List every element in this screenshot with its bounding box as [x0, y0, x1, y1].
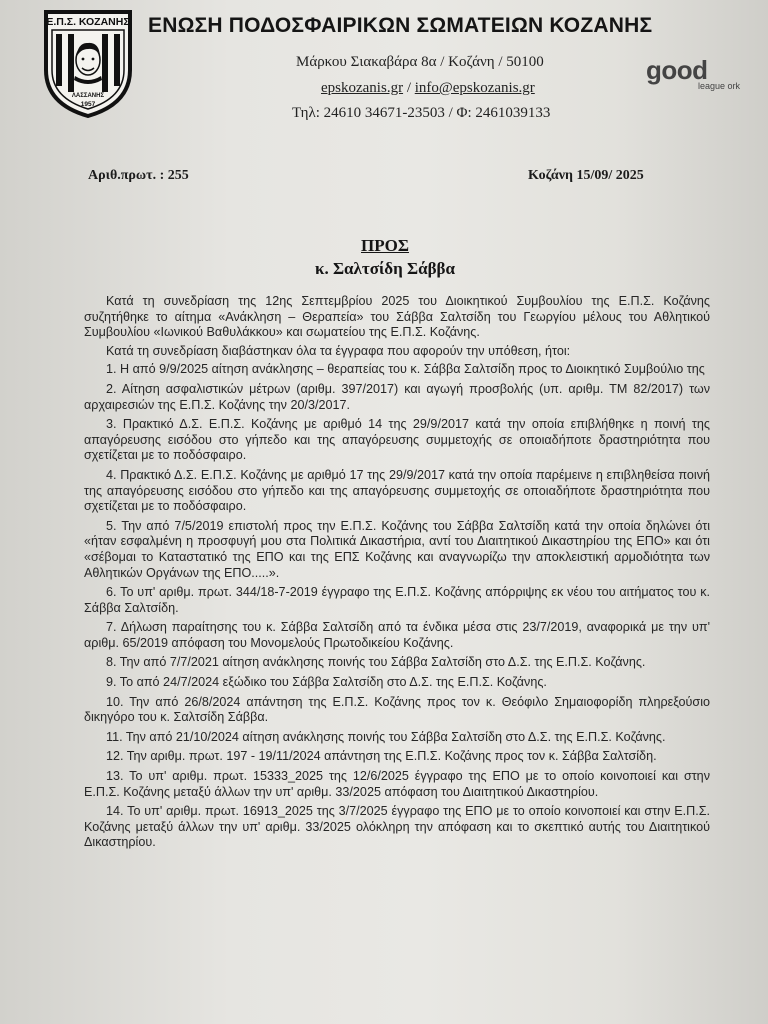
- list-item: 7. Δήλωση παραίτησης του κ. Σάββα Σαλτσίδη από τα ένδικα μέσα στις 23/7/2019, αναφορικά με την υπ' αριθμ. 65/2019 απόφαση του Μονομελούς Πρωτοδικείου Κοζάνης.: [84, 620, 710, 650]
- federation-title: ΕΝΩΣΗ ΠΟΔΟΣΦΑΙΡΙΚΩΝ ΣΩΜΑΤΕΙΩΝ ΚΟΖΑΝΗΣ: [148, 14, 653, 37]
- list-item: 2. Αίτηση ασφαλιστικών μέτρων (αριθμ. 397/2017) και αγωγή προσβολής (υπ. αριθμ. ΤΜ 82/2017) των αρχαιρεσιών της Ε.Π.Σ. Κοζάνης την 20/3/2017.: [84, 381, 710, 412]
- lead-paragraph: Κατά τη συνεδρίαση διαβάστηκαν όλα τα έγγραφα που αφορούν την υπόθεση, ήτοι:: [106, 343, 571, 358]
- phone-line: Τηλ: 24610 34671-23503 / Φ: 2461039133: [292, 105, 551, 121]
- list-item: 12. Την αριθμ. πρωτ. 197 - 19/11/2024 απάντηση της Ε.Π.Σ. Κοζάνης προς τον κ. Σάββα Σαλτσίδη.: [106, 749, 657, 764]
- contact-separator: /: [403, 80, 415, 96]
- list-item: 9. Το από 24/7/2024 εξώδικο του Σάββα Σαλτσίδη στο Δ.Σ. της Ε.Π.Σ. Κοζάνης.: [106, 675, 547, 690]
- recipient-name: κ. Σαλτσίδη Σάββα: [315, 259, 455, 278]
- list-item: 10. Την από 26/8/2024 απάντηση της Ε.Π.Σ. Κοζάνης προς τον κ. Θεόφιλο Σημαιοφορίδη πληρεξούσιο δικηγόρο του κ. Σαλτσίδη Σάββα.: [84, 694, 710, 725]
- list-item: 8. Την από 7/7/2021 αίτηση ανάκλησης ποινής του Σάββα Σαλτσίδη στο Δ.Σ. της Ε.Π.Σ. Κοζάνης.: [106, 655, 646, 670]
- good-logo-sub: league ork: [698, 81, 741, 91]
- eps-kozanis-logo: [42, 8, 134, 118]
- good-league-logo: [646, 55, 746, 95]
- list-item: 4. Πρακτικό Δ.Σ. Ε.Π.Σ. Κοζάνης με αριθμό 17 της 29/9/2017 κατά την οποία παρέμεινε η επιβληθείσα ποινή της απαγόρευσης εισόδου στο γήπεδο και της απαγόρευσης συμμετοχής σε οποιαδήποτε δραστηριότητα που σχετίζεται με το ποδόσφαιρο.: [84, 467, 710, 514]
- letter-body: [84, 294, 710, 855]
- contact-links: [321, 80, 535, 97]
- list-item: 13. Το υπ' αριθμ. πρωτ. 15333_2025 της 12/6/2025 έγγραφο της ΕΠΟ με το οποίο κοινοποιεί και στην Ε.Π.Σ. Κοζάνης μεταξύ άλλων την υπ' αριθμ. 33/2025 απόφαση του Διαιτητικού Δικαστηρίου.: [84, 769, 710, 799]
- website-link[interactable]: epskozanis.gr: [321, 80, 404, 96]
- protocol-number: Αριθ.πρωτ. : 255: [88, 168, 189, 183]
- list-item: 6. Το υπ' αριθμ. πρωτ. 344/18-7-2019 έγγραφο της Ε.Π.Σ. Κοζάνης απόρριψης εκ νέου του αιτήματος του κ. Σάββα Σαλτσίδη.: [84, 585, 710, 615]
- address-line: Μάρκου Σιακαβάρα 8α / Κοζάνη / 50100: [296, 54, 544, 70]
- list-item: 3. Πρακτικό Δ.Σ. Ε.Π.Σ. Κοζάνης με αριθμό 14 της 29/9/2017 κατά την οποία επιβλήθηκε η ποινή της απαγόρευσης εισόδου στο γήπεδο και της απαγόρευσης συμμετοχής σε οποιαδήποτε δραστηριότητα που σχετίζεται με το ποδόσφαιρο.: [84, 417, 710, 463]
- logo-name-text: ΛΑΣΣΑΝΗΣ: [71, 93, 105, 99]
- good-logo-main: good: [646, 55, 708, 85]
- recipient-label: ΠΡΟΣ: [361, 236, 409, 255]
- logo-top-text: Ε.Π.Σ. ΚΟΖΑΝΗΣ: [46, 16, 130, 28]
- list-item: 5. Την από 7/5/2019 επιστολή προς την Ε.Π.Σ. Κοζάνης του Σάββα Σαλτσίδη κατά την οποία δηλώνει ότι «ήταν εσφαλμένη η προσφυγή μου στα Πολιτικά Δικαστήρια, αντί του Διαιτητικού Δικαστηρίου της ΕΠΟ» και ότι «σέβομαι το Καταστατικό της ΕΠΟ και της ΕΠΣ Κοζάνης και αναγνωρίζω την αποκλειστική αρμοδιότητα των Αθλητικών Οργάνων της ΕΠΟ.....».: [84, 518, 710, 580]
- email-link[interactable]: info@epskozanis.gr: [414, 80, 535, 96]
- list-item: 14. Το υπ' αριθμ. πρωτ. 16913_2025 της 3/7/2025 έγγραφο της ΕΠΟ με το οποίο κοινοποιεί και στην Ε.Π.Σ. Κοζάνης μεταξύ άλλων την υπ' αριθμ. 33/2025 ολόκληρη την απόφαση και το σκεπτικό αυτής του Διαιτητικού Δικαστηρίου.: [84, 804, 710, 850]
- logo-year: 1957: [80, 101, 96, 108]
- list-item: 11. Την από 21/10/2024 αίτηση ανάκλησης ποινής του Σάββα Σαλτσίδη στο Δ.Σ. της Ε.Π.Σ. Κοζάνης.: [106, 729, 666, 744]
- intro-paragraph: Κατά τη συνεδρίαση της 12ης Σεπτεμβρίου 2025 του Διοικητικού Συμβουλίου της Ε.Π.Σ. Κοζάνης συζητήθηκε το αίτημα «Ανάκληση – Θεραπεία» του Σάββα Σαλτσίδη του Γεωργίου μέλους του Αθλητικού Συμβουλίου «Ιωνικού Βαθυλάκκου» και σωματείου της Ε.Π.Σ. Κοζάνης.: [84, 294, 710, 340]
- document-date: Κοζάνη 15/09/ 2025: [528, 168, 644, 183]
- list-item: 1. Η από 9/9/2025 αίτηση ανάκλησης – θεραπείας του κ. Σάββα Σαλτσίδη προς το Διοικητικό Συμβούλιο της: [106, 362, 705, 377]
